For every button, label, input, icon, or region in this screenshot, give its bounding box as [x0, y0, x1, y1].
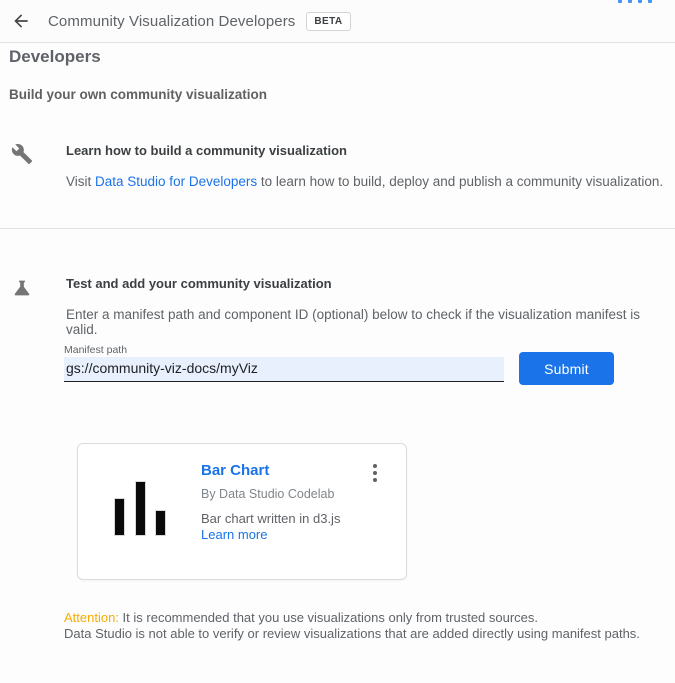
page-title: Developers — [9, 47, 101, 66]
page-subtitle: Build your own community visualization — [9, 87, 268, 102]
wrench-icon — [11, 143, 33, 165]
apps-grid-icon[interactable] — [612, 0, 652, 3]
header-title: Community Visualization Developers — [48, 12, 296, 30]
attention-text1: It is recommended that you use visualizations only from trusted sources. — [118, 610, 539, 625]
submit-button[interactable]: Submit — [519, 352, 614, 385]
visualization-card — [77, 443, 407, 580]
app-header — [0, 0, 675, 43]
learn-body-suffix: to learn how to build, deploy and publish a community visualization. — [257, 174, 664, 189]
learn-section-body — [66, 174, 663, 189]
back-button[interactable] — [10, 10, 32, 32]
card-title: Bar Chart — [201, 462, 270, 479]
card-description: Bar chart written in d3.js — [201, 511, 341, 526]
attention-line2: Data Studio is not able to verify or review visualizations that are added directly using manifest paths. — [64, 625, 640, 641]
learn-more-link[interactable]: Learn more — [201, 527, 268, 542]
attention-line1 — [64, 610, 640, 626]
manifest-path-input[interactable] — [64, 357, 504, 382]
test-section-description: Enter a manifest path and component ID (optional) below to check if the visualization manifest is valid. — [66, 307, 641, 337]
more-options-icon[interactable] — [371, 462, 379, 487]
learn-section-heading: Learn how to build a community visualization — [66, 143, 347, 158]
learn-body-prefix: Visit — [66, 174, 96, 189]
card-author: By Data Studio Codelab — [201, 487, 335, 501]
developers-docs-link[interactable]: Data Studio for Developers — [95, 174, 258, 189]
bar-chart-icon — [114, 481, 167, 536]
attention-label: Attention: — [64, 610, 119, 625]
test-section-heading: Test and add your community visualization — [66, 276, 332, 291]
section-divider — [0, 228, 675, 229]
beta-badge: BETA — [306, 12, 350, 31]
flask-icon — [11, 277, 33, 299]
attention-notice — [64, 610, 640, 641]
back-arrow-icon — [11, 11, 31, 31]
manifest-path-label: Manifest path — [64, 344, 128, 356]
